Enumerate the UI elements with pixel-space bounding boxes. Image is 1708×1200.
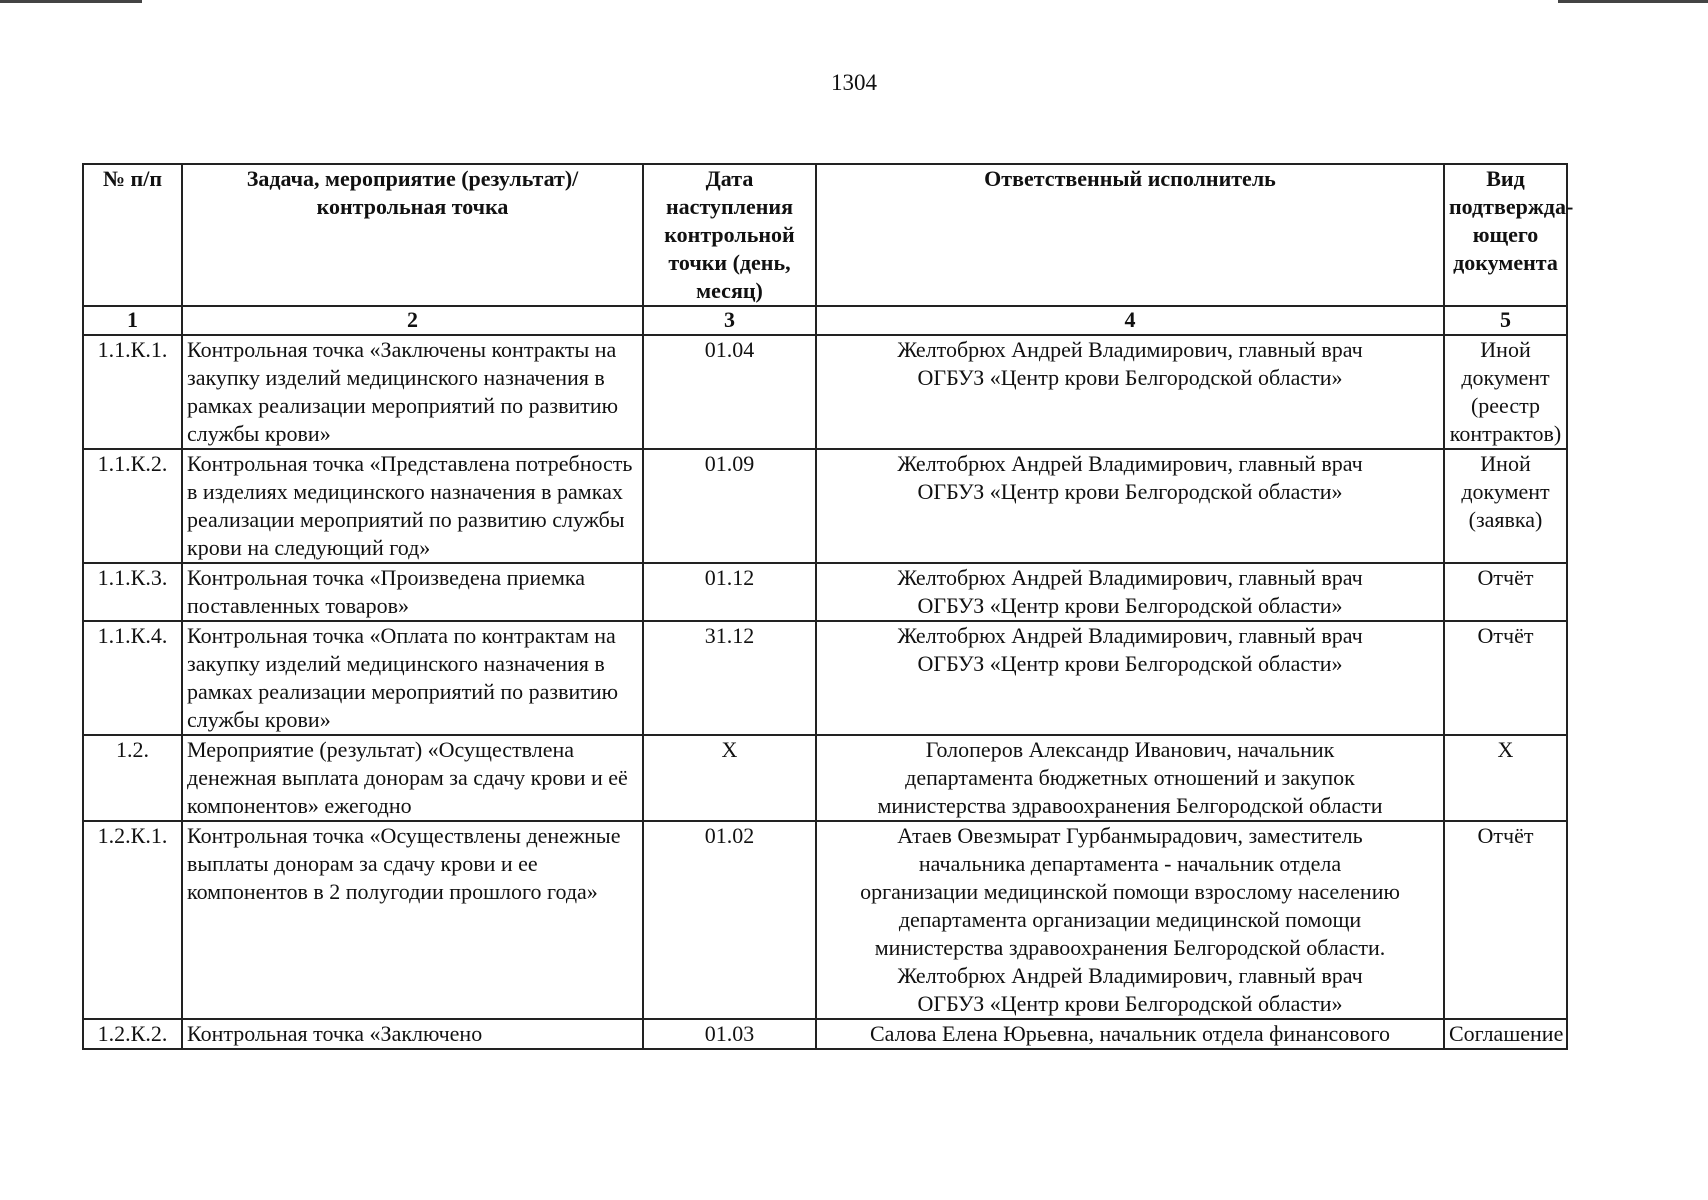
document-type-cell: Иной документ (реестр контрактов) (1444, 335, 1567, 449)
responsible-line: ОГБУЗ «Центр крови Белгородской области» (917, 991, 1343, 1016)
responsible-line: организации медицинской помощи взрослому населению (860, 879, 1400, 904)
table-row (83, 621, 1567, 735)
responsible-cell (816, 1019, 1444, 1049)
responsible-cell (816, 563, 1444, 621)
responsible-line: Желтобрюх Андрей Владимирович, главный врач (897, 565, 1363, 590)
row-number-cell: 1.1.К.1. (83, 335, 182, 449)
date-cell: 01.02 (643, 821, 816, 1019)
column-number: 5 (1444, 306, 1567, 335)
task-cell: Контрольная точка «Представлена потребность в изделиях медицинского назначения в рамках реализации мероприятий по развитию службы крови на следующий год» (182, 449, 643, 563)
responsible-line: начальника департамента - начальник отдела (918, 851, 1342, 876)
column-number-row (83, 306, 1567, 335)
date-cell: 01.04 (643, 335, 816, 449)
row-number-cell: 1.1.К.2. (83, 449, 182, 563)
header-cell: Вид подтвержда-ющего документа (1444, 164, 1567, 306)
table-row (83, 563, 1567, 621)
header-cell: Задача, мероприятие (результат)/ контрольная точка (182, 164, 643, 306)
responsible-cell (816, 449, 1444, 563)
responsible-line: департамента организации медицинской помощи (898, 907, 1362, 932)
control-points-table (82, 163, 1574, 1050)
table-row (83, 449, 1567, 563)
responsible-line: Желтобрюх Андрей Владимирович, главный врач (897, 337, 1363, 362)
responsible-line: Желтобрюх Андрей Владимирович, главный врач (897, 623, 1363, 648)
task-cell: Мероприятие (результат) «Осуществлена денежная выплата донорам за сдачу крови и её компонентов» ежегодно (182, 735, 643, 821)
header-cell: Ответственный исполнитель (816, 164, 1444, 306)
column-number: 3 (643, 306, 816, 335)
date-cell: X (643, 735, 816, 821)
document-type-cell: Отчёт (1444, 621, 1567, 735)
responsible-line: Атаев Овезмырат Гурбанмырадович, заместитель (897, 823, 1363, 848)
row-number-cell: 1.2.К.1. (83, 821, 182, 1019)
page-number: 1304 (831, 70, 877, 95)
task-cell: Контрольная точка «Заключены контракты на закупку изделий медицинского назначения в рамках реализации мероприятий по развитию службы крови» (182, 335, 643, 449)
row-number-cell: 1.1.К.4. (83, 621, 182, 735)
date-cell: 01.03 (643, 1019, 816, 1049)
header-cell: Дата наступления контрольной точки (день, месяц) (643, 164, 816, 306)
header-cell: № п/п (83, 164, 182, 306)
task-cell: Контрольная точка «Осуществлены денежные выплаты донорам за сдачу крови и ее компонентов в 2 полугодии прошлого года» (182, 821, 643, 1019)
task-cell: Контрольная точка «Заключено (182, 1019, 643, 1049)
document-type-cell: Отчёт (1444, 563, 1567, 621)
table-row (83, 735, 1567, 821)
responsible-cell (816, 735, 1444, 821)
task-cell: Контрольная точка «Оплата по контрактам на закупку изделий медицинского назначения в рамках реализации мероприятий по развитию службы крови» (182, 621, 643, 735)
responsible-line: Желтобрюх Андрей Владимирович, главный врач (897, 963, 1363, 988)
document-type-cell: Соглашение (1444, 1019, 1567, 1049)
scan-edge-mark (1558, 0, 1708, 3)
date-cell: 31.12 (643, 621, 816, 735)
responsible-line: ОГБУЗ «Центр крови Белгородской области» (917, 593, 1343, 618)
responsible-line: департамента бюджетных отношений и закупок (905, 765, 1355, 790)
table-row (83, 1019, 1567, 1049)
responsible-line: ОГБУЗ «Центр крови Белгородской области» (917, 651, 1343, 676)
column-number: 1 (83, 306, 182, 335)
responsible-line: ОГБУЗ «Центр крови Белгородской области» (917, 365, 1343, 390)
date-cell: 01.09 (643, 449, 816, 563)
responsible-cell (816, 821, 1444, 1019)
table-header-row (83, 164, 1567, 306)
responsible-line: Салова Елена Юрьевна, начальник отдела финансового (869, 1021, 1390, 1046)
document-type-cell: X (1444, 735, 1567, 821)
responsible-line: Голоперов Александр Иванович, начальник (925, 737, 1335, 762)
table-body (83, 335, 1567, 1049)
responsible-line: ОГБУЗ «Центр крови Белгородской области» (917, 479, 1343, 504)
task-cell: Контрольная точка «Произведена приемка поставленных товаров» (182, 563, 643, 621)
responsible-cell (816, 335, 1444, 449)
scan-edge-mark (0, 0, 142, 3)
row-number-cell: 1.2.К.2. (83, 1019, 182, 1049)
column-number: 2 (182, 306, 643, 335)
responsible-line: Желтобрюх Андрей Владимирович, главный врач (897, 451, 1363, 476)
table-row (83, 821, 1567, 1019)
document-type-cell: Отчёт (1444, 821, 1567, 1019)
date-cell: 01.12 (643, 563, 816, 621)
responsible-line: министерства здравоохранения Белгородской области. (874, 935, 1386, 960)
table-row (83, 335, 1567, 449)
row-number-cell: 1.1.К.3. (83, 563, 182, 621)
row-number-cell: 1.2. (83, 735, 182, 821)
column-number: 4 (816, 306, 1444, 335)
responsible-line: министерства здравоохранения Белгородской области (877, 793, 1383, 818)
document-type-cell: Иной документ (заявка) (1444, 449, 1567, 563)
responsible-cell (816, 621, 1444, 735)
